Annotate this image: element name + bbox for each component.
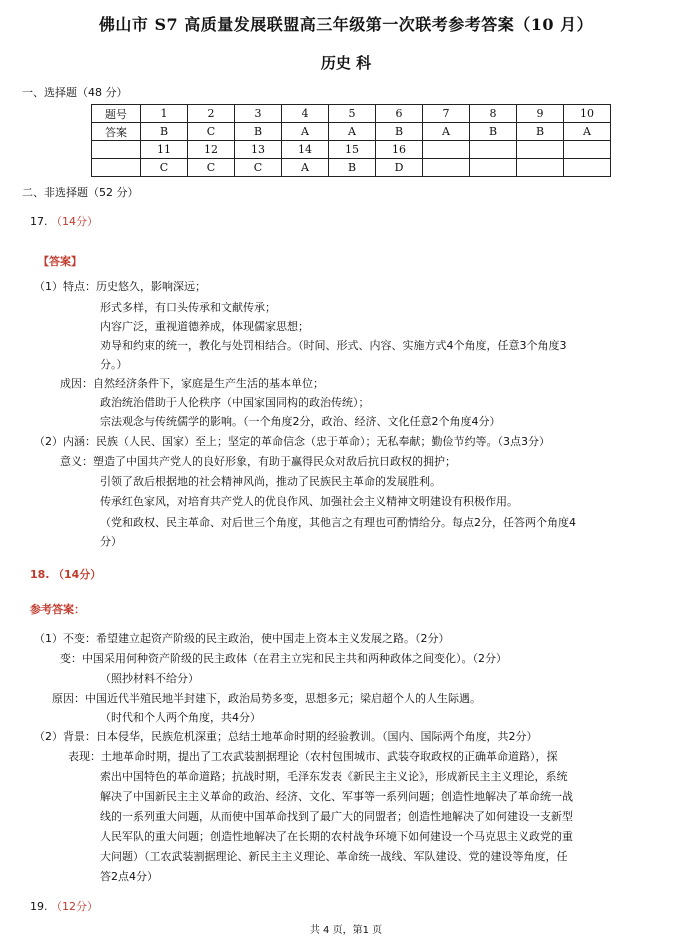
q18-number: 18.	[30, 568, 50, 581]
table-cell: 12	[188, 141, 235, 159]
table-cell: D	[376, 159, 423, 177]
table-cell: B	[141, 123, 188, 141]
answer-table	[91, 104, 611, 177]
page-title: 佛山市 S7 高质量发展联盟高三年级第一次联考参考答案（10 月）	[98, 15, 594, 34]
table-cell: A	[282, 123, 329, 141]
table-cell: 13	[235, 141, 282, 159]
table-cell: B	[329, 159, 376, 177]
q17-line: 劝导和约束的统一，教化与处罚相结合。（时间、形式、内容、实施方式4个角度，任意3个角度3	[100, 339, 567, 352]
table-cell	[423, 141, 470, 159]
table-cell: 3	[235, 105, 282, 123]
table-cell	[564, 141, 611, 159]
table-cell: A	[329, 123, 376, 141]
table-cell: B	[235, 123, 282, 141]
table-row	[92, 159, 611, 177]
q18-score: （14分）	[53, 568, 102, 581]
q17-heading	[30, 213, 98, 229]
table-cell: 16	[376, 141, 423, 159]
q17-line: （1）特点：历史悠久，影响深远；	[34, 280, 206, 293]
q17-answer-label: 【答案】	[38, 255, 82, 268]
table-cell: B	[470, 123, 517, 141]
table-cell: A	[564, 123, 611, 141]
table-cell	[517, 159, 564, 177]
table-cell: 10	[564, 105, 611, 123]
q18-line: 人民军队的重大问题；创造性地解决了在长期的农村战争环境下如何建设一个马克思主义政党的重	[100, 830, 573, 843]
page-footer: 共 4 页，第1 页	[309, 925, 383, 936]
table-cell: 11	[141, 141, 188, 159]
q17-line: 政治统治借助于人伦秩序（中国家国同构的政治传统）；	[100, 396, 370, 409]
table-cell: B	[517, 123, 564, 141]
table-cell: 14	[282, 141, 329, 159]
q17-line: 内容广泛，重视道德养成，体现儒家思想；	[100, 320, 309, 333]
table-row	[92, 105, 611, 123]
table-cell: B	[376, 123, 423, 141]
q17-line: 引领了敌后根据地的社会精神风尚，推动了民族民主革命的发展胜利。	[100, 475, 441, 488]
table-cell: C	[235, 159, 282, 177]
q19-heading	[30, 898, 98, 914]
table-cell	[470, 141, 517, 159]
q18-line: 变：中国采用何种资产阶级的民主政体（在君主立宪和民主共和两种政体之间变化）。（2分）	[60, 652, 507, 665]
q19-number: 19.	[30, 900, 48, 913]
table-cell	[423, 159, 470, 177]
table-cell: 4	[282, 105, 329, 123]
q17-line: （2）内涵：民族（人民、国家）至上；坚定的革命信念（忠于革命）；无私奉献；勤俭节约等。（3点3分）	[34, 435, 550, 448]
q17-line: 分。）	[100, 358, 128, 371]
table-cell: 5	[329, 105, 376, 123]
q17-line: 形式多样，有口头传承和文献传承；	[100, 301, 276, 314]
table-cell: 1	[141, 105, 188, 123]
table-row	[92, 123, 611, 141]
table-cell: 9	[517, 105, 564, 123]
table-cell: C	[188, 159, 235, 177]
q18-answer-label: 参考答案：	[30, 603, 85, 616]
q18-line: 原因：中国近代半殖民地半封建下，政治局势多变，思想多元；梁启超个人的人生际遇。	[52, 692, 481, 705]
q18-line: 答2点4分）	[100, 870, 158, 883]
q18-line: （2）背景：日本侵华，民族危机深重；总结土地革命时期的经验教训。（国内、国际两个角度，共2分）	[34, 730, 538, 743]
q18-line: 解决了中国新民主主义革命的政治、经济、文化、军事等一系列问题；创造性地解决了革命统一战	[100, 790, 573, 803]
table-cell	[517, 141, 564, 159]
q17-line: 意义：塑造了中国共产党人的良好形象，有助于赢得民众对敌后抗日政权的拥护；	[60, 455, 456, 468]
table-cell: 答案	[92, 123, 141, 141]
table-cell: A	[423, 123, 470, 141]
section1-label: 一、选择题（48 分）	[22, 86, 128, 99]
q19-score: （12分）	[51, 900, 98, 913]
table-cell	[564, 159, 611, 177]
table-cell	[470, 159, 517, 177]
table-cell	[92, 159, 141, 177]
table-cell: 7	[423, 105, 470, 123]
table-cell: 题号	[92, 105, 141, 123]
table-cell	[92, 141, 141, 159]
q17-score: （14分）	[51, 215, 98, 228]
q18-line: 线的一系列重大问题，从而使中国革命找到了最广大的同盟者；创造性地解决了如何建设一支新型	[100, 810, 573, 823]
q18-line: （1）不变：希望建立起资产阶级的民主政治，使中国走上资本主义发展之路。（2分）	[34, 632, 450, 645]
q17-line: 宗法观念与传统儒学的影响。（一个角度2分，政治、经济、文化任意2个角度4分）	[100, 415, 501, 428]
table-cell: 15	[329, 141, 376, 159]
section2-label: 二、非选择题（52 分）	[22, 186, 139, 199]
q18-line: 大问题）（工农武装割据理论、新民主主义理论、革命统一战线、军队建设、党的建设等角度，任	[100, 850, 568, 863]
table-cell: C	[141, 159, 188, 177]
table-cell: 8	[470, 105, 517, 123]
q17-number: 17.	[30, 215, 48, 228]
table-row	[92, 141, 611, 159]
subject-title: 历史 科	[320, 54, 372, 72]
q17-line: （党和政权、民主革命、对后世三个角度，其他言之有理也可酌情给分。每点2分，任答两个角度4	[100, 516, 576, 529]
q18-line: 索出中国特色的革命道路；抗战时期，毛泽东发表《新民主主义论》，形成新民主主义理论，系统	[100, 770, 568, 783]
table-cell: C	[188, 123, 235, 141]
table-cell: 2	[188, 105, 235, 123]
table-cell: A	[282, 159, 329, 177]
q18-line: 表现：土地革命时期，提出了工农武装割据理论（农村包围城市、武装夺取政权的正确革命道路），探	[68, 750, 558, 763]
q18-heading	[30, 566, 101, 582]
q18-line: （时代和个人两个角度，共4分）	[100, 711, 261, 724]
q18-line: （照抄材料不给分）	[100, 672, 199, 685]
q17-line: 分）	[100, 535, 122, 548]
q17-line: 传承红色家风，对培育共产党人的优良作风、加强社会主义精神文明建设有积极作用。	[100, 495, 518, 508]
table-cell: 6	[376, 105, 423, 123]
q17-line: 成因：自然经济条件下，家庭是生产生活的基本单位；	[60, 377, 324, 390]
